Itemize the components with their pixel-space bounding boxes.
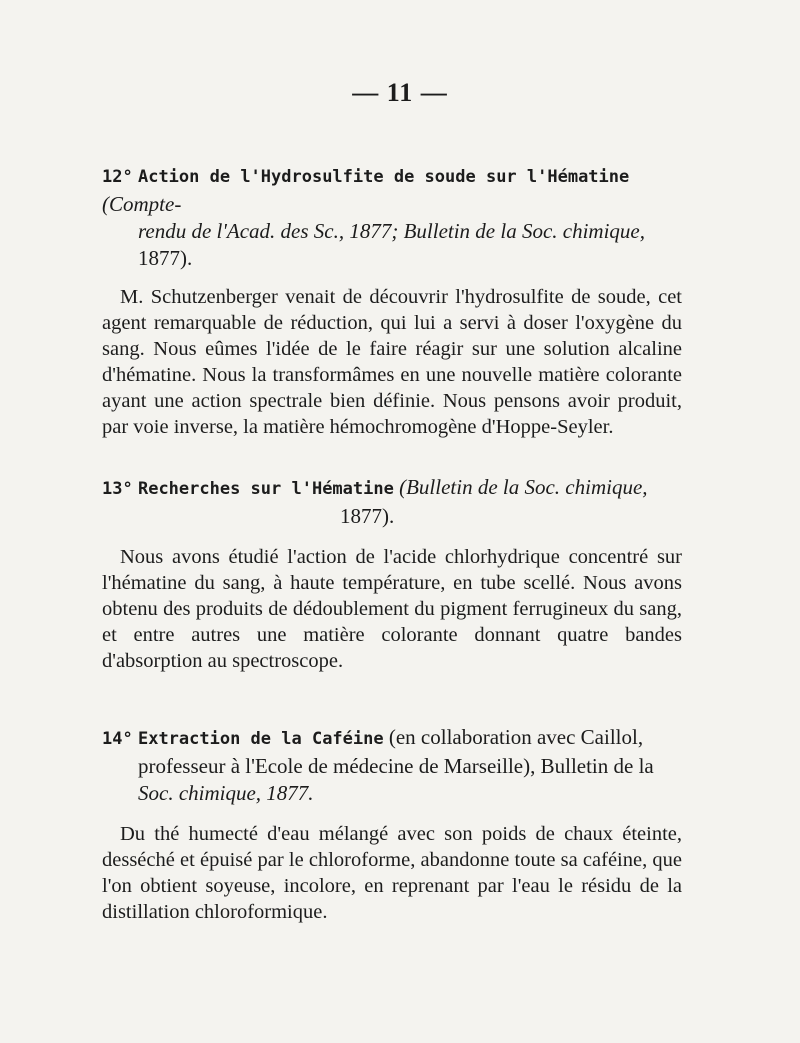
section-number: 12° (102, 167, 133, 187)
section-number: 14° (102, 729, 133, 749)
section-12 (102, 162, 682, 440)
section-heading (102, 162, 682, 272)
page-number: — 11 — (352, 78, 448, 107)
section-reference-cont: professeur à l'Ecole de médecine de Marseille), Bulletin de la (138, 754, 654, 778)
section-reference-end: 1877). (138, 246, 193, 270)
section-body: Du thé humecté d'eau mélangé avec son poids de chaux éteinte, desséché et épuisé par le chloroforme, abandonne toute sa caféine, que l'on obtient soyeuse, incolore, en reprenant par l'eau le résidu de la distillation chloroformique. (102, 823, 682, 923)
section-heading (102, 474, 682, 530)
section-reference: (en collaboration avec Caillol, (388, 725, 644, 749)
section-13 (102, 474, 682, 674)
section-body: Nous avons étudié l'action de l'acide chlorhydrique concentré sur l'hématine du sang, à haute température, en tube scellé. Nous avons obtenu des produits de dédoublement du pigment ferrugineux du sang, et entre autres une matière colorante donnant quatre bandes d'absorption au spectroscope. (102, 546, 682, 672)
section-reference-end: Soc. chimique, 1877. (138, 781, 314, 805)
section-number: 13° (102, 479, 133, 499)
section-title: Extraction de la Caféine (137, 729, 384, 749)
section-reference-end: 1877). (340, 504, 395, 528)
section-14 (102, 724, 682, 925)
section-reference-cont: rendu de l'Acad. des Sc., 1877; Bulletin de la Soc. chimique, (138, 219, 646, 243)
section-title: Recherches sur l'Hématine (137, 479, 394, 499)
section-heading (102, 724, 682, 807)
section-reference: (Compte- (102, 192, 182, 216)
section-reference: (Bulletin de la Soc. chimique, (399, 475, 648, 499)
section-title: Action de l'Hydrosulfite de soude sur l'Hématine (137, 167, 630, 187)
section-body: M. Schutzenberger venait de découvrir l'hydrosulfite de soude, cet agent remarquable de réduction, qui lui a servi à doser l'oxygène du sang. Nous eûmes l'idée de le faire réagir sur une solution alcaline d'hématine. Nous la transformâmes en une nouvelle matière colorante ayant une action spectrale bien définie. Nous pensons avoir produit, par voie inverse, la matière hémochromogène d'Hoppe-Seyler. (102, 286, 682, 438)
